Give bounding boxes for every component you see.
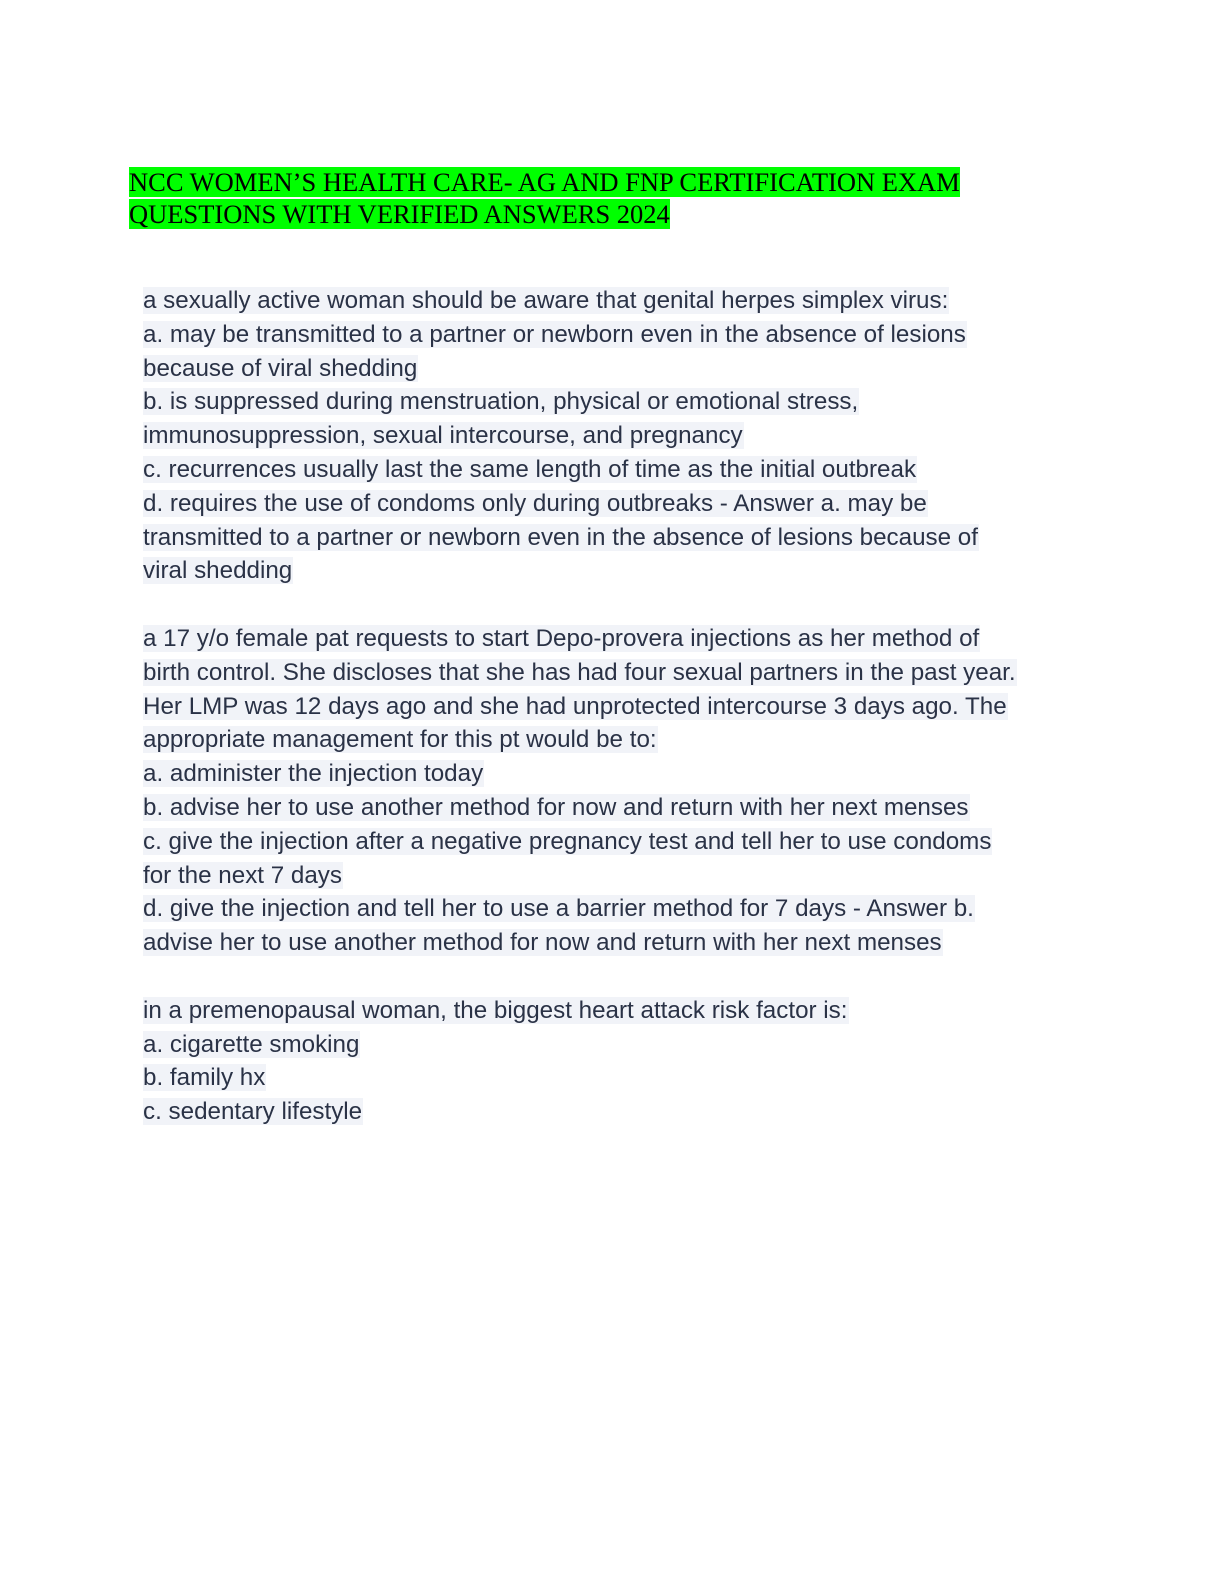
question-line: advise her to use another method for now and return with her next menses bbox=[143, 929, 942, 957]
question-line: c. give the injection after a negative pregnancy test and tell her to use condoms bbox=[143, 827, 992, 855]
question-line: immunosuppression, sexual intercourse, and pregnancy bbox=[143, 422, 743, 450]
question-line: d. give the injection and tell her to use a barrier method for 7 days - Answer b. bbox=[143, 895, 974, 923]
question-line: d. requires the use of condoms only during outbreaks - Answer a. may be bbox=[143, 489, 927, 517]
question-line: b. family hx bbox=[143, 1064, 266, 1092]
title-line: NCC WOMEN’S HEALTH CARE- AG AND FNP CERTIFICATION EXAM bbox=[129, 167, 960, 197]
title-line: QUESTIONS WITH VERIFIED ANSWERS 2024 bbox=[129, 199, 670, 229]
paragraph-gap bbox=[143, 960, 1083, 994]
question-line: b. advise her to use another method for now and return with her next menses bbox=[143, 793, 969, 821]
question-line: viral shedding bbox=[143, 557, 293, 585]
question-line: c. recurrences usually last the same length of time as the initial outbreak bbox=[143, 455, 917, 483]
question-line: in a premenopausal woman, the biggest heart attack risk factor is: bbox=[143, 996, 848, 1024]
questions-content bbox=[143, 284, 1083, 1129]
question-line: b. is suppressed during menstruation, physical or emotional stress, bbox=[143, 388, 859, 416]
question-line: a sexually active woman should be aware that genital herpes simplex virus: bbox=[143, 287, 949, 314]
question-line: for the next 7 days bbox=[143, 861, 342, 889]
question-block bbox=[143, 622, 1083, 960]
document-title bbox=[129, 166, 1029, 230]
question-line: birth control. She discloses that she has had four sexual partners in the past year. bbox=[143, 658, 1016, 686]
question-line: a 17 y/o female pat requests to start Depo-provera injections as her method of bbox=[143, 624, 980, 652]
question-line: because of viral shedding bbox=[143, 354, 418, 382]
question-line: a. administer the injection today bbox=[143, 760, 484, 788]
question-line: a. may be transmitted to a partner or newborn even in the absence of lesions bbox=[143, 320, 966, 348]
question-block bbox=[143, 994, 1083, 1129]
question-line: appropriate management for this pt would be to: bbox=[143, 726, 657, 754]
question-block bbox=[143, 284, 1083, 588]
question-line: c. sedentary lifestyle bbox=[143, 1098, 363, 1126]
question-line: a. cigarette smoking bbox=[143, 1030, 360, 1058]
paragraph-gap bbox=[143, 588, 1083, 622]
question-line: transmitted to a partner or newborn even in the absence of lesions because of bbox=[143, 523, 978, 551]
question-line: Her LMP was 12 days ago and she had unprotected intercourse 3 days ago. The bbox=[143, 692, 1007, 720]
